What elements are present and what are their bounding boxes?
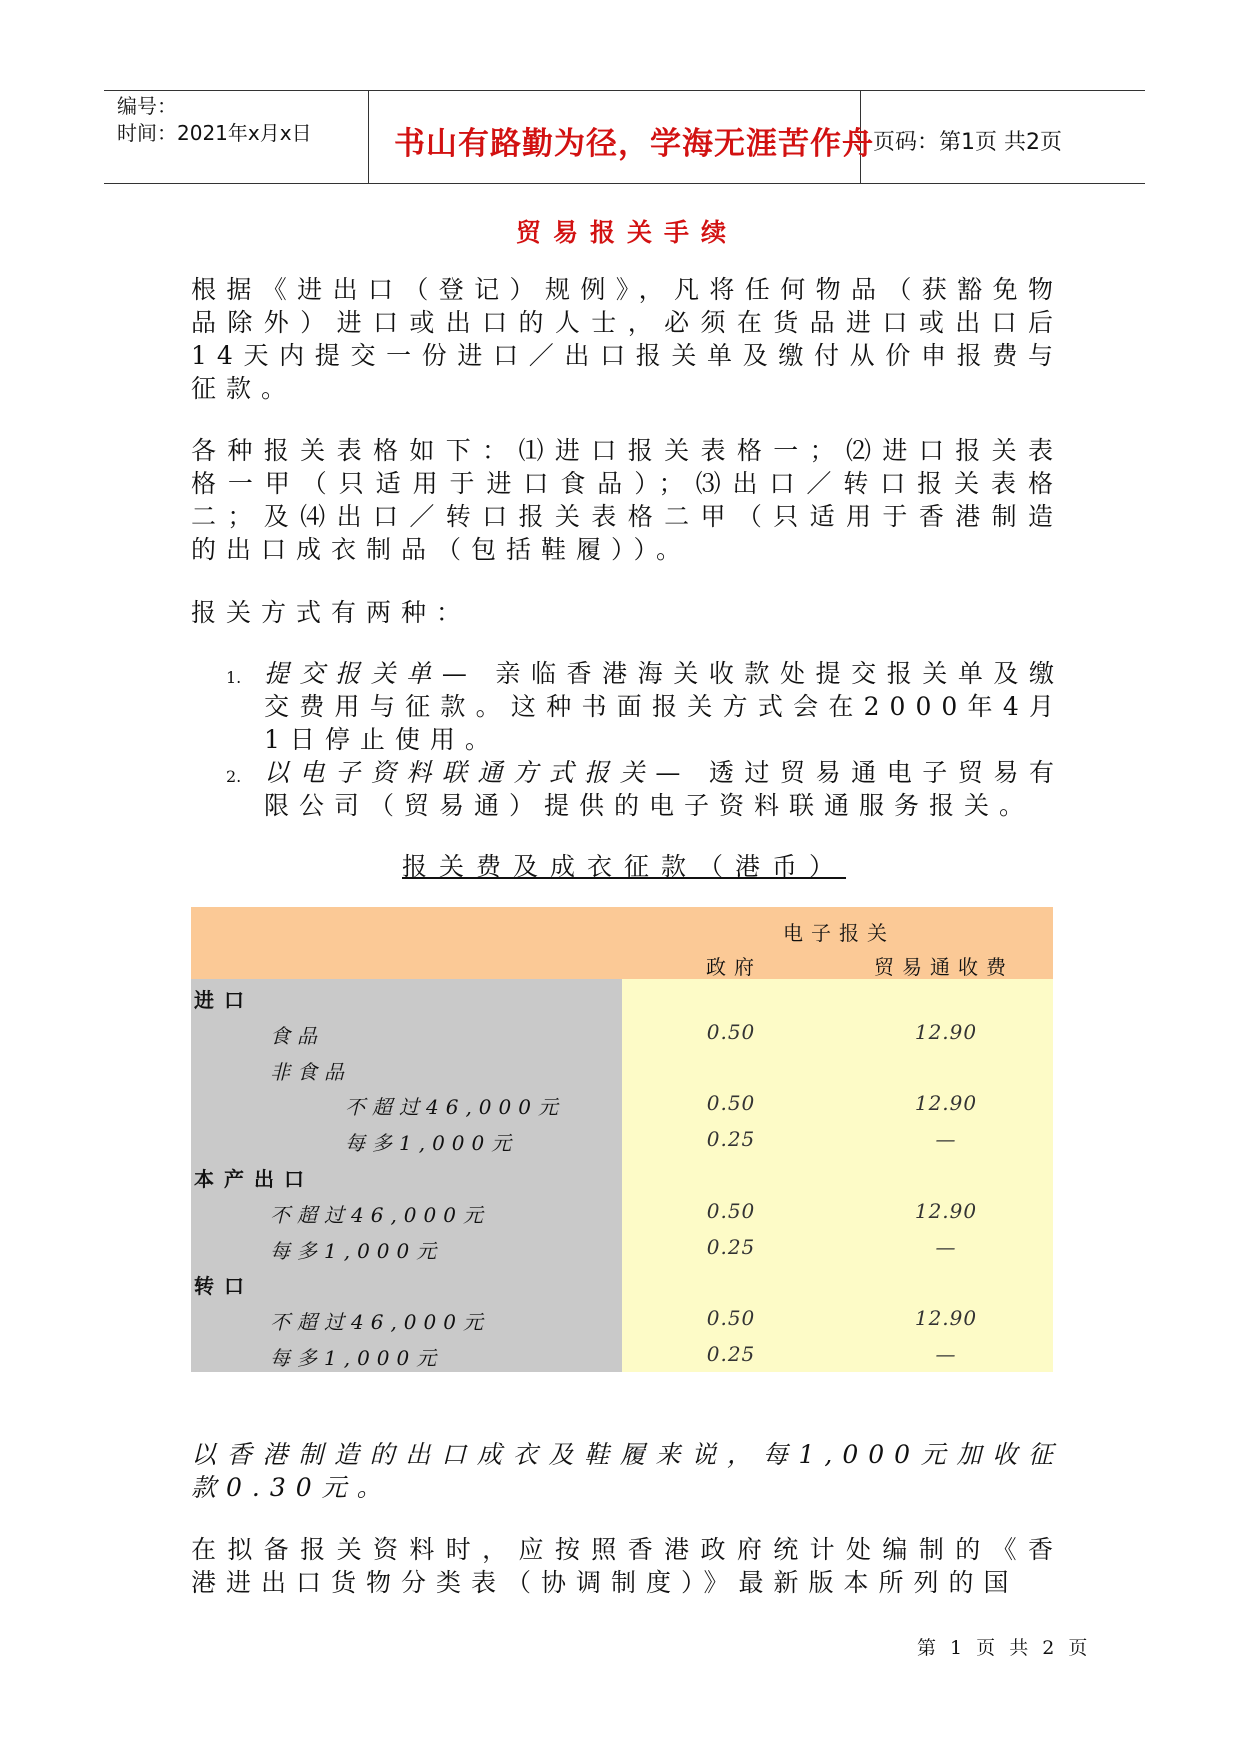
list-item-paper	[264, 657, 1064, 756]
table-fee-value: —	[935, 1342, 957, 1366]
paragraph-garment-levy: 以香港制造的出口成衣及鞋履来说，每1,000元加收征款0.30元。	[191, 1440, 1063, 1502]
header-time: 时间：2021年x月x日	[117, 121, 312, 145]
table-row-label: 不超过46,000元	[270, 1310, 490, 1335]
table-title: 报关费及成衣征款（港币）	[402, 852, 847, 881]
table-category-label: 转口	[194, 1274, 254, 1299]
table-row-label: 不超过46,000元	[345, 1095, 565, 1120]
list-item-lead: 提交报关单	[264, 659, 442, 688]
paragraph-registration: 根据《进出口（登记）规例》，凡将任何物品（获豁免物品除外）进口或出口的人士，必须在货品进口或出口后14天内提交一份进口／出口报关单及缴付从价申报费与征款。	[191, 275, 1063, 403]
list-number-1: 1.	[226, 668, 242, 687]
table-category-label: 进口	[194, 988, 254, 1012]
table-gov-value: 0.25	[706, 1127, 756, 1152]
paragraph-classification: 在拟备报关资料时，应按照香港政府统计处编制的《香港进出口货物分类表（协调制度）》最新版本所列的国	[191, 1535, 1063, 1597]
page-title: 贸易报关手续	[516, 218, 739, 247]
table-fee-value: 12.90	[914, 1091, 978, 1116]
table-row-label: 每多1,000元	[345, 1131, 519, 1156]
table-row-label: 每多1,000元	[270, 1346, 444, 1370]
table-group-header: 电子报关	[783, 921, 895, 945]
paragraph-methods-intro: 报关方式有两种：	[191, 598, 472, 627]
table-category-label: 本产出口	[194, 1167, 314, 1191]
table-fee-value: 12.90	[914, 1198, 978, 1223]
footer-page-number: 第 1 页 共 2 页	[917, 1637, 1092, 1659]
table-fee-value: 12.90	[914, 1306, 978, 1331]
table-col-fee: 贸易通收费	[874, 955, 1014, 979]
table-row-label: 不超过46,000元	[270, 1202, 490, 1227]
table-gov-value: 0.25	[706, 1342, 756, 1366]
list-item-lead: 以电子资料联通方式报关	[264, 758, 656, 787]
table-col-gov: 政府	[706, 955, 762, 979]
table-fee-value: 12.90	[914, 1019, 978, 1044]
table-gov-value: 0.50	[706, 1019, 756, 1044]
header-motto: 书山有路勤为径，学海无涯苦作舟	[394, 126, 874, 162]
list-number-2: 2.	[226, 767, 242, 786]
header-bottom-rule	[104, 183, 1145, 184]
list-item-body: — 亲临香港海关收款处提交报关单及缴交费用与征款。这种书面报关方式会在2000年4月1日停止使用。	[264, 659, 1064, 754]
table-row-label: 非食品	[270, 1059, 351, 1084]
list-item-electronic	[264, 756, 1064, 822]
table-gov-value: 0.25	[706, 1234, 756, 1259]
table-row-label: 每多1,000元	[270, 1238, 444, 1263]
list-item-body: — 透过贸易通电子贸易有限公司（贸易通）提供的电子资料联通服务报关。	[264, 758, 1064, 820]
table-gov-value: 0.50	[706, 1091, 756, 1116]
header-top-rule	[104, 90, 1145, 91]
table-gov-value: 0.50	[706, 1306, 756, 1331]
header-number: 编号：	[117, 94, 177, 118]
table-fee-value: —	[935, 1127, 957, 1152]
table-row-label: 食品	[270, 1023, 324, 1048]
header-divider-left	[368, 90, 369, 183]
table-fee-value: —	[935, 1234, 957, 1259]
paragraph-forms: 各种报关表格如下：⑴进口报关表格一；⑵进口报关表格一甲（只适用于进口食品）；⑶出口／转口报关表格二；及⑷出口／转口报关表格二甲（只适用于香港制造的出口成衣制品（包括鞋履））。	[191, 436, 1063, 564]
header-page-label: 页码：第1页 共2页	[873, 130, 1062, 155]
table-gov-value: 0.50	[706, 1198, 756, 1223]
